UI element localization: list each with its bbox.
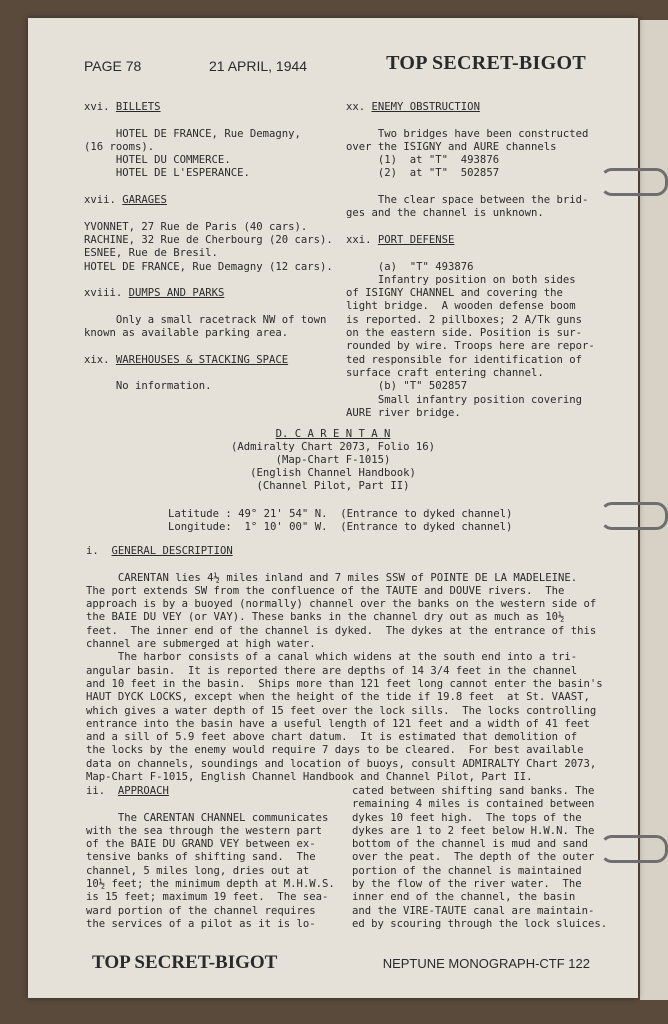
text-line: ed by scouring through the lock sluices. xyxy=(352,917,608,930)
section-subtitle: (Admiralty Chart 2073, Folio 16) xyxy=(230,441,436,453)
text-line: HOTEL DE FRANCE, Rue Demagny (12 cars). xyxy=(84,260,333,273)
text-line: xvi. BILLETS xyxy=(84,101,161,113)
text-line: inner end of the channel, the basin xyxy=(352,891,576,904)
text-line: Map-Chart F-1015, English Channel Handbook and Channel Pilot, Part II. xyxy=(86,771,533,784)
text-line: HAUT DYCK LOCKS, except when the height of the tide if 19.8 feet at St. VAAST, xyxy=(86,691,590,704)
text-line: Two bridges have been constructed xyxy=(346,127,589,140)
text-line: angular basin. It is reported there are depths of 14 3/4 feet in the channel xyxy=(86,664,578,677)
text-line: with the sea through the western part xyxy=(86,824,322,837)
text-line: ges and the channel is unknown. xyxy=(346,207,544,220)
text-line xyxy=(346,247,595,260)
text-line: channel are submerged at high water. xyxy=(86,638,316,651)
text-line: xxi. PORT DEFENSE xyxy=(346,233,455,246)
section-title: D. C A R E N T A N xyxy=(275,428,391,440)
left-column xyxy=(84,101,333,394)
text-line: i. GENERAL DESCRIPTION xyxy=(86,545,233,557)
text-line: the BAIE DU VEY (or VAY). These banks in the channel dry out as much as 10½ xyxy=(86,611,565,624)
page-footer xyxy=(92,952,590,978)
text-line: and a sill of 5.9 feet above chart datum. It is estimated that demolition of xyxy=(86,731,578,744)
text-line: The harbor consists of a canal which widens at the south end into a tri- xyxy=(86,651,578,664)
text-line: remaining 4 miles is contained between xyxy=(352,798,595,811)
text-line: which gives a water depth of 15 feet over the lock sills. The locks controlling xyxy=(86,704,597,717)
general-description xyxy=(86,545,603,784)
text-line: ESNEE, Rue de Bresil. xyxy=(84,247,218,260)
text-line: by the flow of the river water. The xyxy=(352,878,582,891)
text-line: known as available parking area. xyxy=(84,327,289,340)
text-line: AURE river bridge. xyxy=(346,406,461,419)
text-line: (1) at "T" 493876 xyxy=(346,154,500,167)
text-line: and 10 feet in the basin. Ships more than 121 feet long cannot enter the basin's xyxy=(86,677,603,690)
text-line: HOTEL DE FRANCE, Rue Demagny, xyxy=(84,127,301,140)
text-line: tensive banks of shifting sand. The xyxy=(86,851,316,864)
text-line: HOTEL DE L'ESPERANCE. xyxy=(84,167,250,180)
section-subtitle: (English Channel Handbook) xyxy=(250,467,416,479)
text-line xyxy=(84,300,333,313)
page-date: 21 APRIL, 1944 xyxy=(209,58,308,74)
text-line: the locks by the enemy would require 7 days to be cleared. For best available xyxy=(86,744,584,757)
approach-left-column xyxy=(86,785,335,931)
text-line xyxy=(346,114,595,127)
text-line xyxy=(346,181,595,194)
text-line: bottom of the channel is mud and sand xyxy=(352,838,588,851)
text-line: No information. xyxy=(84,380,212,393)
section-subtitle: (Map-Chart F-1015) xyxy=(275,454,391,466)
section-heading xyxy=(28,428,638,508)
text-line xyxy=(84,207,333,220)
text-line: of the BAIE DU GRAND VEY between ex- xyxy=(86,838,316,851)
longitude-line: Longitude: 1° 10' 00" W. (Entrance to dyked channel) xyxy=(168,521,513,533)
text-line: on the eastern side. Position is sur- xyxy=(346,327,582,340)
text-line: xviii. DUMPS AND PARKS xyxy=(84,287,225,300)
section-heading-label: GENERAL DESCRIPTION xyxy=(111,545,233,557)
text-line: surface craft entering channel. xyxy=(346,366,544,379)
section-heading-label: APPROACH xyxy=(117,785,169,797)
section-heading-label: DUMPS AND PARKS xyxy=(128,287,225,300)
text-line: rounded by wire. Troops here are repor- xyxy=(346,340,595,353)
text-line: portion of the channel is maintained xyxy=(352,864,582,877)
classification-footer: TOP SECRET-BIGOT xyxy=(92,952,278,973)
section-heading-label: BILLETS xyxy=(115,101,161,113)
section-heading-label: WAREHOUSES & STACKING SPACE xyxy=(115,353,289,366)
text-line: The CARENTAN CHANNEL communicates xyxy=(86,811,329,824)
text-line: HOTEL DU COMMERCE. xyxy=(84,154,231,167)
text-line: of ISIGNY CHANNEL and covering the xyxy=(346,287,563,300)
text-line: ward portion of the channel requires xyxy=(86,904,316,917)
text-line xyxy=(84,340,333,353)
text-line: the services of a pilot as it is lo- xyxy=(86,917,316,930)
text-line: Small infantry position covering xyxy=(346,393,582,406)
text-line: entrance into the basin have a useful length of 121 feet and a width of 41 feet xyxy=(86,717,590,730)
section-heading-label: GARAGES xyxy=(122,194,167,207)
text-line: ii. APPROACH xyxy=(86,785,169,797)
classification-header: TOP SECRET-BIGOT xyxy=(386,52,586,74)
latitude-line: Latitude : 49° 21' 54" N. (Entrance to dyked channel) xyxy=(168,508,513,520)
text-line: Infantry position on both sides xyxy=(346,273,576,286)
section-subtitle: (Channel Pilot, Part II) xyxy=(256,480,410,492)
binder-ring xyxy=(600,168,668,196)
text-line: feet. The inner end of the channel is dyked. The dykes at the entrance of this xyxy=(86,624,597,637)
text-line: over the ISIGNY and AURE channels xyxy=(346,140,557,153)
text-line: approach is by a buoyed (normally) channel over the banks on the western side of xyxy=(86,598,597,611)
text-line xyxy=(86,558,603,571)
text-line: xvii. GARAGES xyxy=(84,194,167,207)
text-line: 10½ feet; the minimum depth at M.H.W.S. xyxy=(86,878,335,891)
text-line: (a) "T" 493876 xyxy=(346,260,474,273)
text-line: dykes 10 feet high. The tops of the xyxy=(352,811,582,824)
text-line: The port extends SW from the confluence of the TAUTE and DOUVE rivers. The xyxy=(86,584,565,597)
text-line: channel, 5 miles long, dries out at xyxy=(86,864,310,877)
text-line: cated between shifting sand banks. The xyxy=(352,785,595,797)
section-heading-label: ENEMY OBSTRUCTION xyxy=(371,101,480,113)
page-header xyxy=(84,52,586,82)
right-column xyxy=(346,101,595,420)
text-line: over the peat. The depth of the outer xyxy=(352,851,595,864)
text-line: The clear space between the brid- xyxy=(346,194,589,207)
text-line xyxy=(84,274,333,287)
text-line: data on channels, soundings and location of buoys, consult ADMIRALTY Chart 2073, xyxy=(86,757,597,770)
text-line: (b) "T" 502857 xyxy=(346,380,468,393)
text-line: dykes are 1 to 2 feet below H.W.N. The xyxy=(352,824,595,837)
text-line: xx. ENEMY OBSTRUCTION xyxy=(346,101,480,113)
text-line xyxy=(86,798,335,811)
text-line: RACHINE, 32 Rue de Cherbourg (20 cars). xyxy=(84,233,333,246)
text-line: is reported. 2 pillboxes; 2 A/Tk guns xyxy=(346,313,582,326)
text-line xyxy=(84,114,333,127)
text-line: and the VIRE-TAUTE canal are maintain- xyxy=(352,904,595,917)
text-line xyxy=(84,181,333,194)
text-line: YVONNET, 27 Rue de Paris (40 cars). xyxy=(84,220,308,233)
text-line: CARENTAN lies 4½ miles inland and 7 miles SSW of POINTE DE LA MADELEINE. xyxy=(86,571,578,584)
text-line: xix. WAREHOUSES & STACKING SPACE xyxy=(84,353,289,366)
text-line: (16 rooms). xyxy=(84,140,155,153)
monograph-label: NEPTUNE MONOGRAPH-CTF 122 xyxy=(382,956,590,971)
text-line: ted responsible for identification of xyxy=(346,353,582,366)
text-line xyxy=(346,221,595,234)
text-line xyxy=(84,367,333,380)
text-line: is 15 feet; maximum 19 feet. The sea- xyxy=(86,891,329,904)
binder-ring xyxy=(600,835,668,863)
text-line: (2) at "T" 502857 xyxy=(346,167,500,180)
text-line: light bridge. A wooden defense boom xyxy=(346,300,576,313)
approach-right-column xyxy=(352,785,607,931)
section-heading-label: PORT DEFENSE xyxy=(377,233,455,246)
text-line: Only a small racetrack NW of town xyxy=(84,313,327,326)
page-number: PAGE 78 xyxy=(84,58,142,74)
